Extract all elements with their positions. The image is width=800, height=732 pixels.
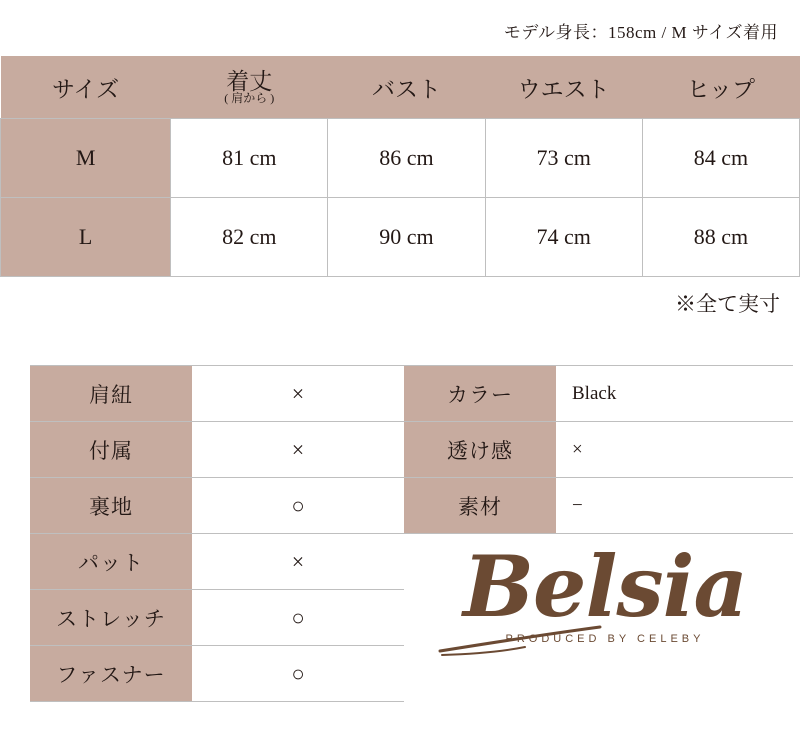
- size-table-header-row: [1, 56, 800, 119]
- spec-value-sheerness: ×: [556, 422, 793, 478]
- spec-value-accessory: ×: [192, 422, 404, 478]
- spec-value-lining: ○: [192, 478, 404, 534]
- spec-value-color: Black: [556, 366, 793, 422]
- size-m-length: 81 cm: [171, 119, 328, 198]
- spec-key-stretch: ストレッチ: [30, 590, 192, 646]
- spec-row: [30, 478, 793, 534]
- spec-value-pad: ×: [192, 534, 404, 590]
- spec-key-lining: 裏地: [30, 478, 192, 534]
- size-header-waist: ウエスト: [485, 56, 642, 119]
- size-row-label-m: M: [1, 119, 171, 198]
- logo-wordmark: Belsia: [463, 537, 747, 636]
- size-l-length: 82 cm: [171, 198, 328, 277]
- size-l-bust: 90 cm: [328, 198, 485, 277]
- size-header-length: [171, 56, 328, 119]
- size-m-waist: 73 cm: [485, 119, 642, 198]
- logo-tagline: PRODUCED BY CELEBY: [505, 633, 705, 645]
- spec-value-strap: ×: [192, 366, 404, 422]
- spec-row: [30, 366, 793, 422]
- size-l-hip: 88 cm: [642, 198, 799, 277]
- size-header-length-label: 着丈: [226, 68, 273, 94]
- size-header-hip: ヒップ: [642, 56, 799, 119]
- size-m-bust: 86 cm: [328, 119, 485, 198]
- actual-measurement-note: ※全て実寸: [675, 292, 780, 316]
- size-header-bust: バスト: [328, 56, 485, 119]
- spec-key-zipper: ファスナー: [30, 646, 192, 702]
- size-table-row: [1, 198, 800, 277]
- size-header-length-sub: ( 肩から ): [224, 90, 275, 105]
- spec-key-strap: 肩紐: [30, 366, 192, 422]
- spec-key-sheerness: 透け感: [404, 422, 556, 478]
- spec-key-color: カラー: [404, 366, 556, 422]
- size-measurement-table: [0, 56, 800, 277]
- spec-value-stretch: ○: [192, 590, 404, 646]
- spec-value-zipper: ○: [192, 646, 404, 702]
- spec-key-pad: パット: [30, 534, 192, 590]
- spec-key-material: 素材: [404, 478, 556, 534]
- spec-key-accessory: 付属: [30, 422, 192, 478]
- size-row-label-l: L: [1, 198, 171, 277]
- size-header-size: サイズ: [1, 56, 171, 119]
- spec-value-material: −: [556, 478, 793, 534]
- brand-logo: [430, 537, 780, 690]
- spec-row: [30, 422, 793, 478]
- size-l-waist: 74 cm: [485, 198, 642, 277]
- size-m-hip: 84 cm: [642, 119, 799, 198]
- size-table-row: [1, 119, 800, 198]
- model-height-note: モデル身長：158cm / M サイズ着用: [503, 23, 778, 42]
